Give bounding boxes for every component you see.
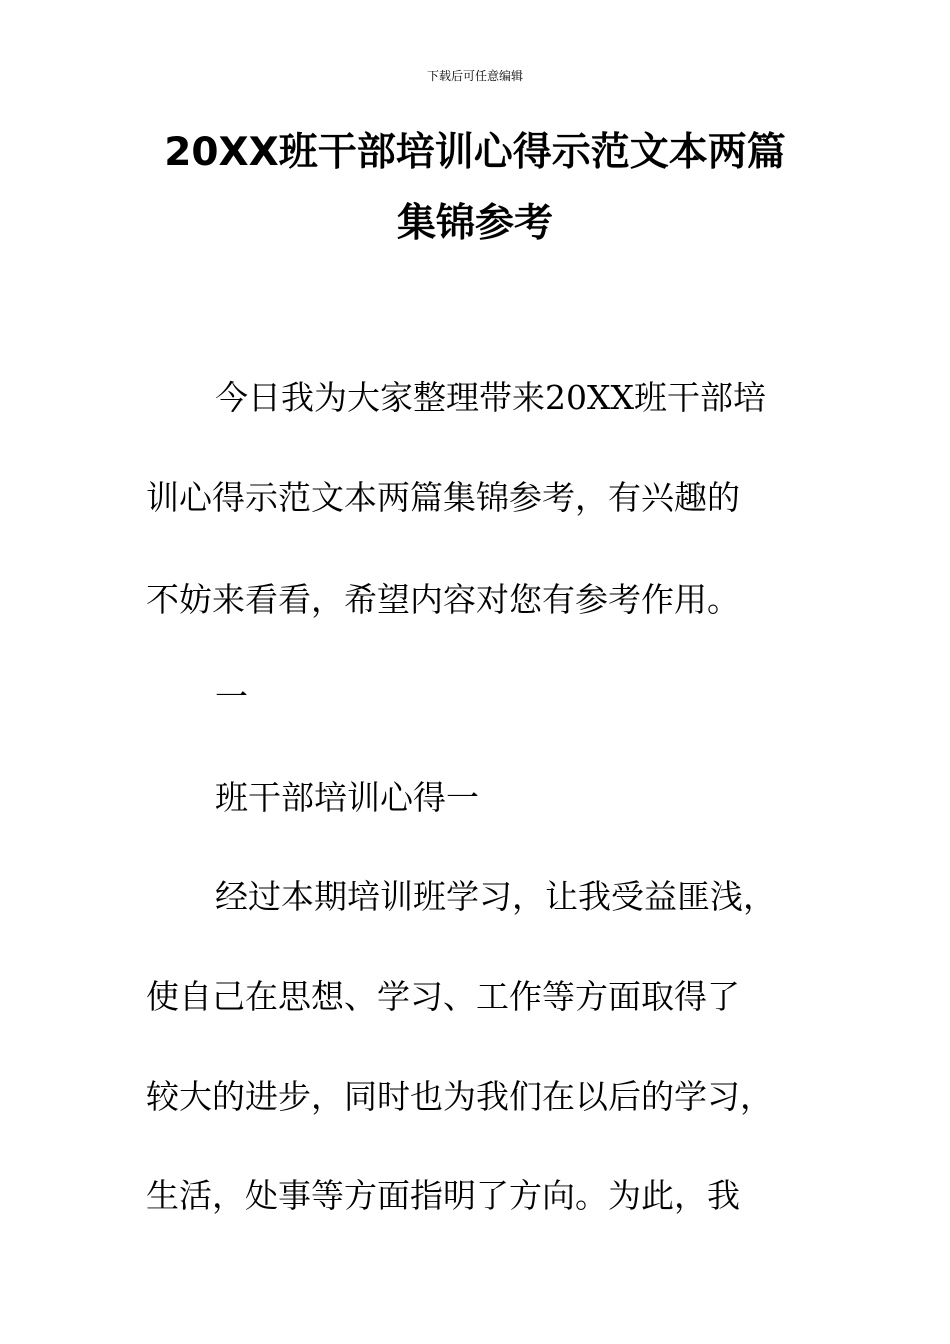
body-line: 生活，处事等方面指明了方向。为此，我	[146, 1176, 740, 1215]
body-line: 不妨来看看，希望内容对您有参考作用。	[146, 580, 740, 619]
body-line: 今日我为大家整理带来20XX班干部培	[215, 378, 766, 417]
body-line: 经过本期培训班学习，让我受益匪浅，	[215, 877, 776, 916]
body-line: 较大的进步，同时也为我们在以后的学习，	[146, 1077, 773, 1116]
header-note: 下载后可任意编辑	[426, 69, 523, 83]
body-line: 训心得示范文本两篇集锦参考，有兴趣的	[146, 478, 740, 517]
document-title-line-2: 集锦参考	[396, 201, 553, 246]
body-line: 使自己在思想、学习、工作等方面取得了	[146, 977, 740, 1016]
section-number: 一	[215, 677, 248, 716]
document-title-line-1: 20XX班干部培训心得示范文本两篇	[164, 130, 786, 175]
section-heading: 班干部培训心得一	[215, 778, 479, 817]
